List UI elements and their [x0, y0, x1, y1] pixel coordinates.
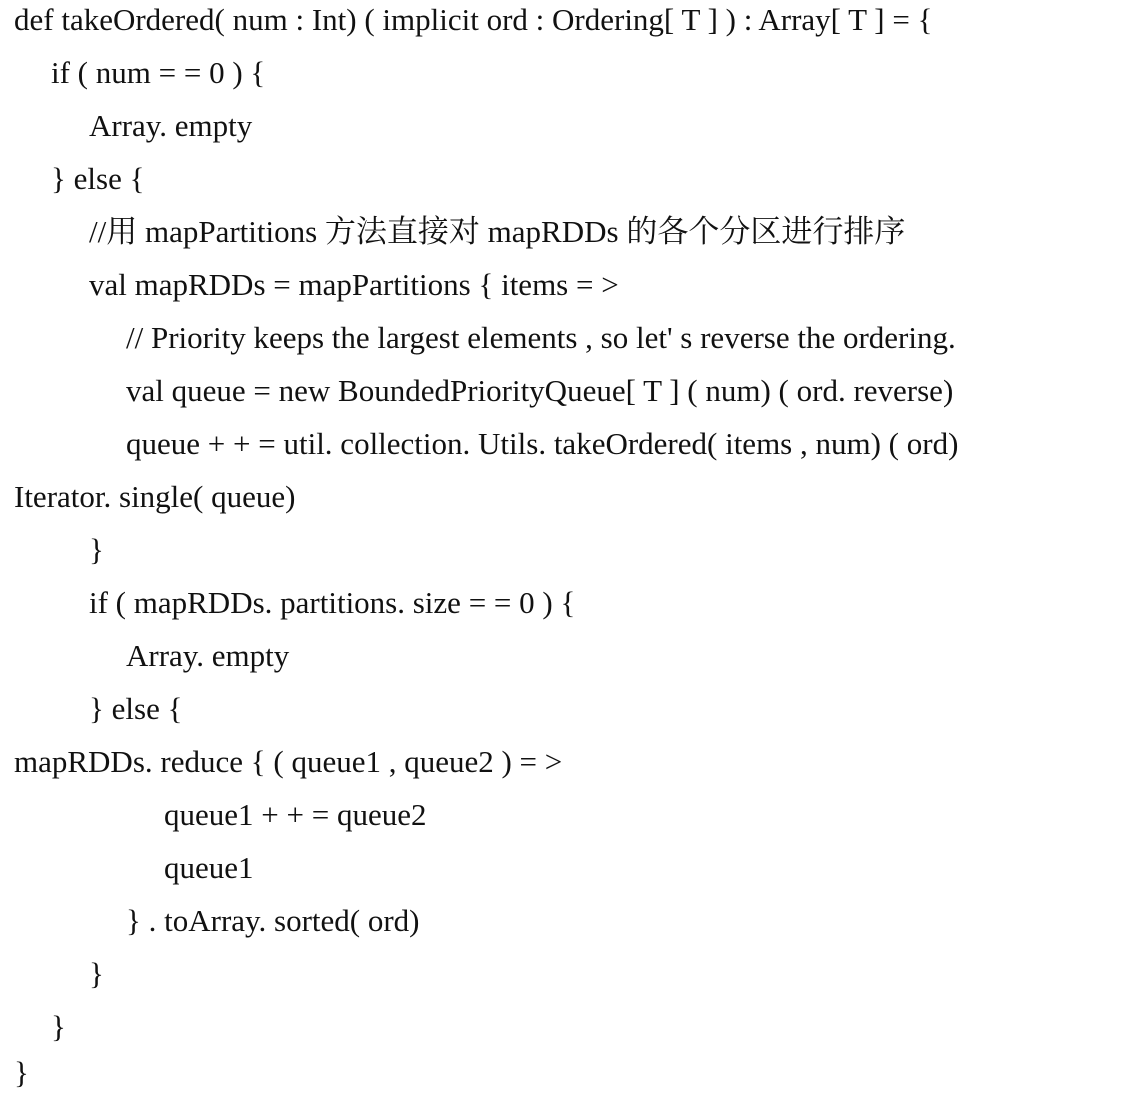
- code-line: queue1 + + = queue2: [164, 797, 427, 832]
- code-line: val queue = new BoundedPriorityQueue[ T ] ( num) ( ord. reverse): [126, 373, 954, 408]
- code-line: } else {: [89, 691, 183, 726]
- code-line: val mapRDDs = mapPartitions { items = >: [89, 267, 619, 302]
- code-line: } . toArray. sorted( ord): [126, 903, 420, 938]
- code-line: }: [14, 1055, 29, 1090]
- code-line: Array. empty: [89, 108, 253, 143]
- code-line: //用 mapPartitions 方法直接对 mapRDDs 的各个分区进行排序: [89, 214, 906, 249]
- code-line: queue1: [164, 850, 254, 885]
- code-line: }: [89, 956, 104, 991]
- code-line: }: [51, 1009, 66, 1044]
- code-line: } else {: [51, 161, 145, 196]
- code-line: Array. empty: [126, 638, 290, 673]
- code-line: queue + + = util. collection. Utils. takeOrdered( items , num) ( ord): [126, 426, 959, 461]
- code-line: mapRDDs. reduce { ( queue1 , queue2 ) = >: [14, 744, 563, 779]
- code-line: if ( mapRDDs. partitions. size = = 0 ) {: [89, 585, 576, 620]
- code-line: Iterator. single( queue): [14, 479, 296, 514]
- code-line: def takeOrdered( num : Int) ( implicit ord : Ordering[ T ] ) : Array[ T ] = {: [14, 2, 933, 37]
- code-line: if ( num = = 0 ) {: [51, 55, 266, 90]
- code-line: }: [89, 532, 104, 567]
- code-line: // Priority keeps the largest elements , so let' s reverse the ordering.: [126, 320, 956, 355]
